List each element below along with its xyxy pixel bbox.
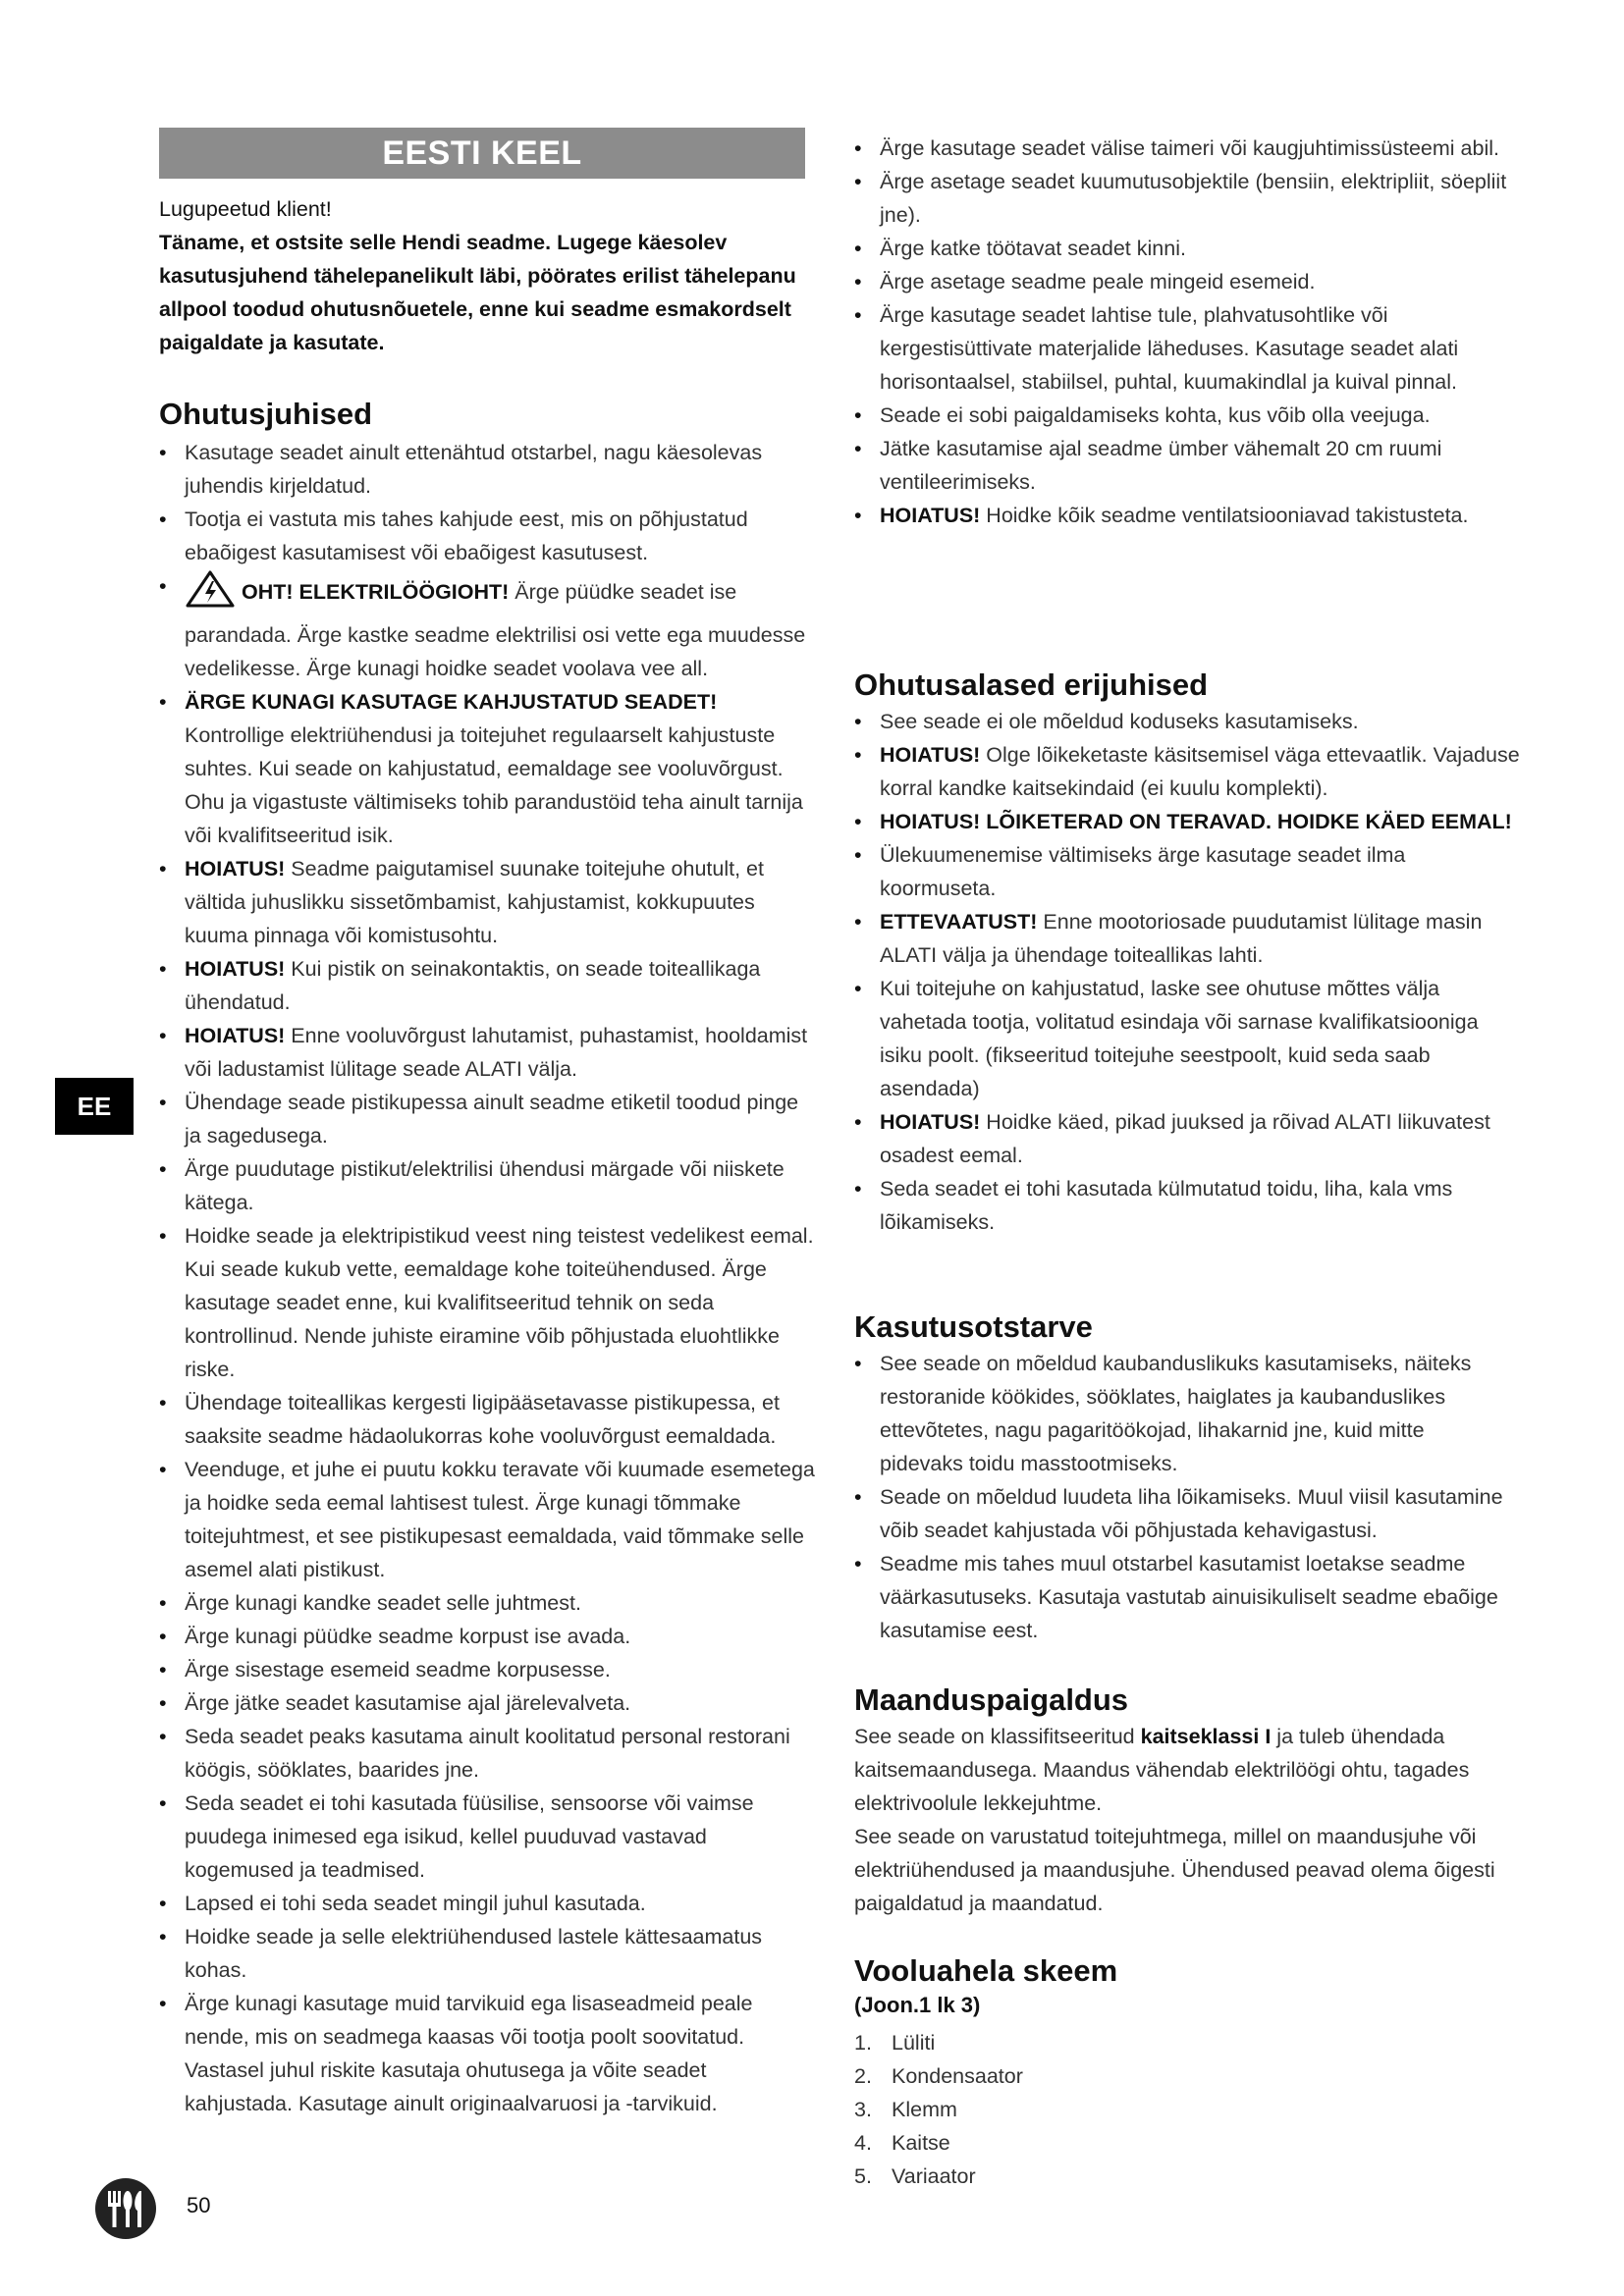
special-item-text: Hoidke käed, pikad juuksed ja rõivad ALATI liikuvatest osadest eemal. bbox=[880, 1110, 1490, 1167]
safety-item bbox=[159, 1386, 815, 1453]
circuit-item-number: 2. bbox=[854, 2064, 872, 2088]
special-item bbox=[854, 705, 1522, 738]
special-heading: Ohutusalased erijuhised bbox=[854, 667, 1209, 702]
grounding-p1-text: See seade on klassifitseeritud bbox=[854, 1725, 1141, 1748]
circuit-list bbox=[854, 2026, 1247, 2193]
special-item-bold: HOIATUS! bbox=[880, 1110, 981, 1134]
circuit-item bbox=[854, 2026, 1247, 2059]
circuit-heading: Vooluahela skeem bbox=[854, 1953, 1118, 1988]
safety-item-text: Ärge puudutage pistikut/elektrilisi ühendusi märgade või niiskete kätega. bbox=[185, 1157, 785, 1214]
intro-salutation: Lugupeetud klient! bbox=[159, 197, 332, 221]
safety-item-bold: OHT! ELEKTRILÖÖGIOHT! bbox=[242, 580, 510, 604]
intro-lead: Täname, et ostsite selle Hendi seadme. Lugege käesolev kasutusjuhend tähelepanelikult läbi, pöörates erilist tähelepanu allpool toodud ohutusnõuetele, enne kui seadme esmakordselt paigaldate ja kasutate. bbox=[159, 231, 796, 354]
intended-use-item-text: Seadme mis tahes muul otstarbel kasutamist loetakse seadme väärkasutuseks. Kasutaja vastutab ainuisikuliselt seadme ebaõige kasutamise eest. bbox=[880, 1552, 1498, 1642]
safety-continued-item bbox=[854, 499, 1510, 532]
safety-item-text: Ühendage toiteallikas kergesti ligipääsetavasse pistikupessa, et saaksite seadme hädaolukorras kohe vooluvõrgust eemaldada. bbox=[185, 1391, 780, 1448]
safety-item bbox=[159, 685, 815, 852]
grounding-p1-after: ja tuleb ühendada kaitsemaandusega. Maandus vähendab elektrilöögi ohtu, tagades elektrivoolule lekkejuhtme. bbox=[854, 1725, 1470, 1815]
special-item bbox=[854, 972, 1522, 1105]
safety-item bbox=[159, 1686, 815, 1720]
safety-continued-item-bold: HOIATUS! bbox=[880, 504, 981, 527]
safety-continued-item bbox=[854, 232, 1510, 265]
safety-continued-item-text: Ärge asetage seadet kuumutusobjektile (bensiin, elektripliit, söepliit jne). bbox=[880, 170, 1507, 227]
safety-item-text: Seadme paigutamisel suunake toitejuhe ohutult, et vältida juhuslikku sissetõmbamist, kahjustamist, kokkupuutes kuuma pinnaga või komistusohtu. bbox=[185, 857, 764, 947]
special-item-text: Ülekuumenemise vältimiseks ärge kasutage seadet ilma koormuseta. bbox=[880, 843, 1406, 900]
intended-use-list bbox=[854, 1347, 1510, 1647]
safety-continued-list bbox=[854, 132, 1510, 532]
safety-item bbox=[159, 1887, 815, 1920]
safety-continued-item bbox=[854, 265, 1510, 298]
safety-item-text: Hoidke seade ja elektripistikud veest ning teistest vedelikest eemal. Kui seade kukub vette, eemaldage kohe toiteühendused. Ärge kasutage seadet enne, kui kvalifitseeritud tehnik on seda kontrollinud. Nende juhiste eiramine võib põhjustada eluohtlikke riske. bbox=[185, 1224, 814, 1381]
safety-item-text: Seda seadet ei tohi kasutada füüsilise, sensoorse või vaimse puudega inimesed ega isikud, kellel puuduvad vastavad kogemused ja teadmised. bbox=[185, 1791, 754, 1882]
special-item-bold: HOIATUS! bbox=[880, 743, 981, 767]
circuit-item-label: Kaitse bbox=[892, 2131, 950, 2155]
safety-continued-item bbox=[854, 399, 1510, 432]
safety-continued-item-text: Ärge kasutage seadet lahtise tule, plahvatusohtlike või kergestisüttivate materjalide läheduses. Kasutage seadet alati horisontaalsel, stabiilsel, puhtal, kuumakindlal ja kuival pinnal. bbox=[880, 303, 1459, 394]
safety-item bbox=[159, 1720, 815, 1787]
safety-item-text: Ärge jätke seadet kasutamise ajal järelevalveta. bbox=[185, 1691, 631, 1715]
circuit-item-label: Klemm bbox=[892, 2098, 957, 2121]
safety-continued-item bbox=[854, 165, 1510, 232]
circuit-item-number: 5. bbox=[854, 2164, 872, 2188]
intro bbox=[159, 192, 805, 359]
special-item bbox=[854, 738, 1522, 805]
special-item-bold: HOIATUS! LÕIKETERAD ON TERAVAD. HOIDKE KÄED EEMAL! bbox=[880, 810, 1512, 833]
circuit-item bbox=[854, 2059, 1247, 2093]
cutlery-logo-icon bbox=[94, 2177, 157, 2240]
circuit-item-number: 1. bbox=[854, 2031, 872, 2055]
circuit-item bbox=[854, 2126, 1247, 2160]
safety-continued-item-text: Ärge asetage seadme peale mingeid esemeid. bbox=[880, 270, 1316, 294]
grounding-paragraph-1 bbox=[854, 1720, 1510, 1820]
circuit-item-label: Kondensaator bbox=[892, 2064, 1023, 2088]
safety-item bbox=[159, 1086, 815, 1152]
grounding-paragraph-2: See seade on varustatud toitejuhtmega, millel on maandusjuhe või elektriühendused ja maandusjuhe. Ühendused peavad olema õigesti paigaldatud ja maandatud. bbox=[854, 1825, 1495, 1915]
special-item bbox=[854, 838, 1522, 905]
safety-item bbox=[159, 436, 815, 503]
safety-item bbox=[159, 952, 815, 1019]
circuit-item-number: 4. bbox=[854, 2131, 872, 2155]
safety-item-text: Kui pistik on seinakontaktis, on seade toiteallikaga ühendatud. bbox=[185, 957, 761, 1014]
language-side-tab: EE bbox=[55, 1078, 134, 1135]
safety-item-bold: ÄRGE KUNAGI KASUTAGE KAHJUSTATUD SEADET! bbox=[185, 690, 718, 714]
circuit-item-number: 3. bbox=[854, 2098, 872, 2121]
safety-continued-item-text: Ärge kasutage seadet välise taimeri või kaugjuhtimissüsteemi abil. bbox=[880, 136, 1499, 160]
page-number: 50 bbox=[187, 2193, 211, 2217]
language-banner: EESTI KEEL bbox=[159, 128, 805, 179]
safety-item-text: Ärge kunagi kasutage muid tarvikuid ega lisaseadmeid peale nende, mis on seadmega kaasas või tootja poolt soovitatud. Vastasel juhul riskite kasutaja ohutusega ja võite seadet kahjustada. Kasutage ainult originaalvaruosi ja -tarvikuid. bbox=[185, 1992, 753, 2115]
safety-list bbox=[159, 436, 815, 2120]
circuit-item bbox=[854, 2093, 1247, 2126]
intended-use-item-text: Seade on mõeldud luudeta liha lõikamiseks. Muul viisil kasutamine võib seadet kahjustada või põhjustada kehavigastusi. bbox=[880, 1485, 1503, 1542]
safety-item-text: Lapsed ei tohi seda seadet mingil juhul kasutada. bbox=[185, 1892, 646, 1915]
safety-item bbox=[159, 1152, 815, 1219]
safety-item-text: Enne vooluvõrgust lahutamist, puhastamist, hooldamist või ladustamist lülitage seade ALATI välja. bbox=[185, 1024, 808, 1081]
special-item bbox=[854, 905, 1522, 972]
safety-item-text: Hoidke seade ja selle elektriühendused lastele kättesaamatus kohas. bbox=[185, 1925, 763, 1982]
intended-use-item bbox=[854, 1480, 1510, 1547]
circuit-subheading: (Joon.1 lk 3) bbox=[854, 1993, 981, 2017]
safety-item bbox=[159, 1620, 815, 1653]
intended-use-heading: Kasutusotstarve bbox=[854, 1309, 1093, 1344]
safety-continued-item-text: Seade ei sobi paigaldamiseks kohta, kus võib olla veejuga. bbox=[880, 403, 1431, 427]
circuit-item bbox=[854, 2160, 1247, 2193]
safety-item-text: Ärge sisestage esemeid seadme korpusesse. bbox=[185, 1658, 611, 1682]
intended-use-item-text: See seade on mõeldud kaubanduslikuks kasutamiseks, näiteks restoranide köökides, sööklates, haiglates ja kaubanduslikes ettevõtetes, nagu pagaritöökojad, lihakarnid jne, kuid mitte pidevaks toidu masstootmiseks. bbox=[880, 1352, 1472, 1475]
safety-continued-item bbox=[854, 432, 1510, 499]
special-item-text: See seade ei ole mõeldud koduseks kasutamiseks. bbox=[880, 710, 1359, 733]
safety-item-text: Tootja ei vastuta mis tahes kahjude eest, mis on põhjustatud ebaõigest kasutamisest või ebaõigest kasutusest. bbox=[185, 507, 748, 564]
safety-item bbox=[159, 503, 815, 569]
special-item-text: Olge lõikeketaste käsitsemisel väga ettevaatlik. Vajaduse korral kandke kaitsekindaid (ei kuulu komplekti). bbox=[880, 743, 1520, 800]
special-item bbox=[854, 805, 1522, 838]
safety-item-bold: HOIATUS! bbox=[185, 957, 286, 981]
safety-item-bold: HOIATUS! bbox=[185, 1024, 286, 1047]
safety-continued-item-text: Jätke kasutamise ajal seadme ümber vähemalt 20 cm ruumi ventileerimiseks. bbox=[880, 437, 1442, 494]
grounding-p1-bold: kaitseklassi I bbox=[1140, 1725, 1272, 1748]
special-list bbox=[854, 705, 1522, 1239]
safety-item bbox=[159, 1987, 815, 2120]
safety-continued-item-text: Ärge katke töötavat seadet kinni. bbox=[880, 237, 1186, 260]
special-item-text: Enne mootoriosade puudutamist lülitage masin ALATI välja ja ühendage toiteallikas lahti. bbox=[880, 910, 1483, 967]
safety-item bbox=[159, 1586, 815, 1620]
intended-use-item bbox=[854, 1547, 1510, 1647]
safety-item-text: Seda seadet peaks kasutama ainult koolitatud personal restorani köögis, sööklates, baarides jne. bbox=[185, 1725, 790, 1782]
safety-continued-item bbox=[854, 132, 1510, 165]
special-item-text: Seda seadet ei tohi kasutada külmutatud toidu, liha, kala vms lõikamiseks. bbox=[880, 1177, 1453, 1234]
safety-item-text: Ärge kunagi püüdke seadme korpust ise avada. bbox=[185, 1625, 631, 1648]
safety-continued-item-text: Hoidke kõik seadme ventilatsiooniavad takistusteta. bbox=[980, 504, 1469, 527]
safety-item-text: Ärge kunagi kandke seadet selle juhtmest. bbox=[185, 1591, 581, 1615]
safety-item-bold: HOIATUS! bbox=[185, 857, 286, 881]
safety-item-text: Kontrollige elektriühendusi ja toitejuhet regulaarselt kahjustuste suhtes. Kui seade on kahjustatud, eemaldage see vooluvõrgust. Ohu ja vigastuste vältimiseks tohib parandustöid teha ainult tarnija või kvalifitseeritud isik. bbox=[185, 723, 803, 847]
safety-item bbox=[159, 1219, 815, 1386]
electric-hazard-icon bbox=[185, 569, 236, 618]
safety-continued-item bbox=[854, 298, 1510, 399]
special-item bbox=[854, 1105, 1522, 1172]
safety-heading: Ohutusjuhised bbox=[159, 397, 372, 431]
safety-item-text: Ärge püüdke seadet ise parandada. Ärge kastke seadme elektrilisi osi vette ega muudesse vedelikesse. Ärge kunagi hoidke seadet voolava vee all. bbox=[185, 580, 806, 680]
special-item-text: Kui toitejuhe on kahjustatud, laske see ohutuse mõttes välja vahetada tootja, volitatud esindaja või sarnase kvalifikatsiooniga isiku poolt. (fikseeritud toitejuhe seestpoolt, kuid seda saab asendada) bbox=[880, 977, 1479, 1100]
special-item-bold: ETTEVAATUST! bbox=[880, 910, 1038, 934]
safety-item bbox=[159, 1453, 815, 1586]
grounding-heading: Maanduspaigaldus bbox=[854, 1682, 1129, 1717]
safety-item bbox=[159, 1019, 815, 1086]
safety-item bbox=[159, 852, 815, 952]
special-item bbox=[854, 1172, 1522, 1239]
circuit-item-label: Variaator bbox=[892, 2164, 976, 2188]
circuit-item-label: Lüliti bbox=[892, 2031, 936, 2055]
safety-item-text: Ühendage seade pistikupessa ainult seadme etiketil toodud pinge ja sagedusega. bbox=[185, 1091, 799, 1148]
safety-item-text: Kasutage seadet ainult ettenähtud otstarbel, nagu käesolevas juhendis kirjeldatud. bbox=[185, 441, 763, 498]
safety-item bbox=[159, 569, 815, 685]
safety-item bbox=[159, 1653, 815, 1686]
safety-item-text: Veenduge, et juhe ei puutu kokku teravate või kuumade esemetega ja hoidke seda eemal lahtisest tulest. Ärge kunagi tõmmake toitejuhtmest, et see pistikupesast eemaldada, vaid tõmmake selle asemel alati pistikust. bbox=[185, 1458, 815, 1581]
intended-use-item bbox=[854, 1347, 1510, 1480]
safety-item bbox=[159, 1787, 815, 1887]
safety-item bbox=[159, 1920, 815, 1987]
